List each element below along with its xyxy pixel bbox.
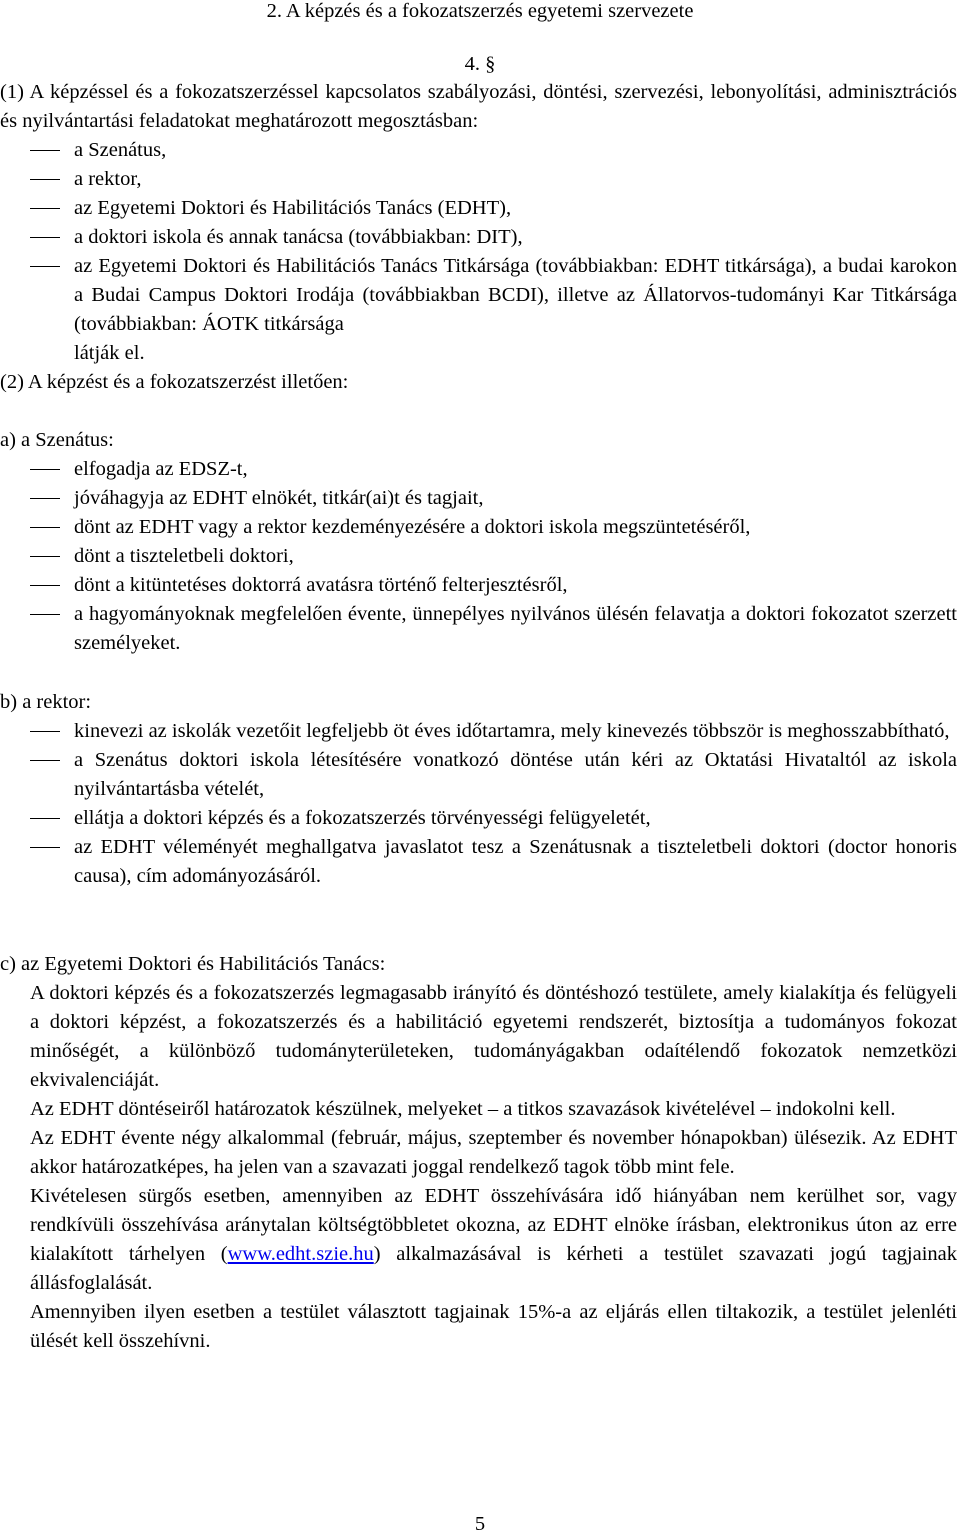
paragraph-1 (0, 78, 957, 368)
list-item: az Egyetemi Doktori és Habilitációs Tanács Titkársága (továbbiakban: EDHT titkársága), a budai karokon a Budai Campus Doktori Irodája (továbbiakban BCDI), illetve az Állatorvos-tudományi Kar Titkársága (továbbiakban: ÁOTK titkársága (0, 252, 957, 339)
section-number: 4. § (464, 53, 496, 75)
section-c-text: Kivételesen sürgős esetben, amennyiben az EDHT összehívására idő hiányában nem kerülhet sor, vagy rendkívüli összehívása aránytalan költségtöbbletet okozna, az EDHT elnöke írásban, elektronikus úton az erre kialakított tárhelyen ( (30, 1185, 957, 1265)
section-c-paragraph: Amennyiben ilyen esetben a testület választott tagjainak 15%-a az eljárás ellen tiltakozik, a testület jelenléti ülését kell összehívni. (30, 1301, 957, 1352)
section-c-text: ) alkalmazásával is kérheti a testület szavazati jogú tagjainak állásfoglalását. (30, 1243, 957, 1294)
section-c-paragraph: A doktori képzés és a fokozatszerzés legmagasabb irányító és döntéshozó testülete, amely kialakítja és felügyeli a doktori képzést, a fokozatszerzés és a habilitáció egyetemi rendszerét, biztosítja a tudományos fokozat minőségét, a különböző tudományterületeken, tudományágakban odaítélendő fokozatok nemzetközi ekvivalenciáját. (30, 982, 957, 1091)
section-c-paragraph (0, 1182, 957, 1298)
section-c (0, 950, 957, 1356)
list-item: a Szenátus doktori iskola létesítésére vonatkozó döntése után kéri az Oktatási Hivataltól az iskola nyilvántartásba vételét, (0, 746, 957, 804)
list-item: ellátja a doktori képzés és a fokozatszerzés törvényességi felügyeletét, (0, 804, 957, 833)
section-a (0, 426, 957, 658)
section-c-paragraph: Az EDHT döntéseiről határozatok készülnek, melyeket – a titkos szavazások kivételével – indokolni kell. (30, 1098, 896, 1120)
list-item: dönt a tiszteletbeli doktori, (0, 542, 957, 571)
list-item: az Egyetemi Doktori és Habilitációs Tanács (EDHT), (0, 194, 957, 223)
list-item: kinevezi az iskolák vezetőit legfeljebb öt éves időtartamra, mely kinevezés többször is meghosszabbítható, (0, 717, 957, 746)
list-item: dönt a kitüntetéses doktorrá avatásra történő felterjesztésről, (0, 571, 957, 600)
list-item: jóváhagyja az EDHT elnökét, titkár(ai)t és tagjait, (0, 484, 957, 513)
section-b-label: b) a rektor: (0, 691, 92, 713)
paragraph-1-closing: látják el. (74, 342, 145, 364)
paragraph-2-intro: (2) A képzést és a fokozatszerzést illetően: (0, 371, 349, 393)
page-number: 5 (474, 1513, 486, 1535)
list-item: a doktori iskola és annak tanácsa (továbbiakban: DIT), (0, 223, 957, 252)
chapter-title: 2. A képzés és a fokozatszerzés egyetemi szervezete (266, 0, 694, 22)
edht-website-link[interactable]: www.edht.szie.hu (227, 1243, 374, 1265)
section-b (0, 688, 957, 891)
list-item: a Szenátus, (0, 136, 957, 165)
list-item: a hagyományoknak megfelelően évente, ünnepélyes nyilvános ülésén felavatja a doktori fokozatot szerzett személyeket. (0, 600, 957, 658)
section-c-label: c) az Egyetemi Doktori és Habilitációs Tanács: (0, 953, 386, 975)
paragraph-2 (0, 368, 957, 397)
list-item: az EDHT véleményét meghallgatva javaslatot tesz a Szenátusnak a tiszteletbeli doktori (doctor honoris causa), cím adományozásáról. (0, 833, 957, 891)
section-a-label: a) a Szenátus: (0, 429, 114, 451)
section-c-paragraph: Az EDHT évente négy alkalommal (február, május, szeptember és november hónapokban) ülésezik. Az EDHT akkor határozatképes, ha jelen van a szavazati joggal rendelkező tagok több mint fele. (30, 1127, 957, 1178)
list-item: dönt az EDHT vagy a rektor kezdeményezésére a doktori iskola megszüntetéséről, (0, 513, 957, 542)
list-item: a rektor, (0, 165, 957, 194)
list-item: elfogadja az EDSZ-t, (0, 455, 957, 484)
paragraph-1-intro: (1) A képzéssel és a fokozatszerzéssel kapcsolatos szabályozási, döntési, szervezési, lebonyolítási, adminisztrációs és nyilvántartási feladatokat meghatározott megosztásban: (0, 81, 957, 132)
